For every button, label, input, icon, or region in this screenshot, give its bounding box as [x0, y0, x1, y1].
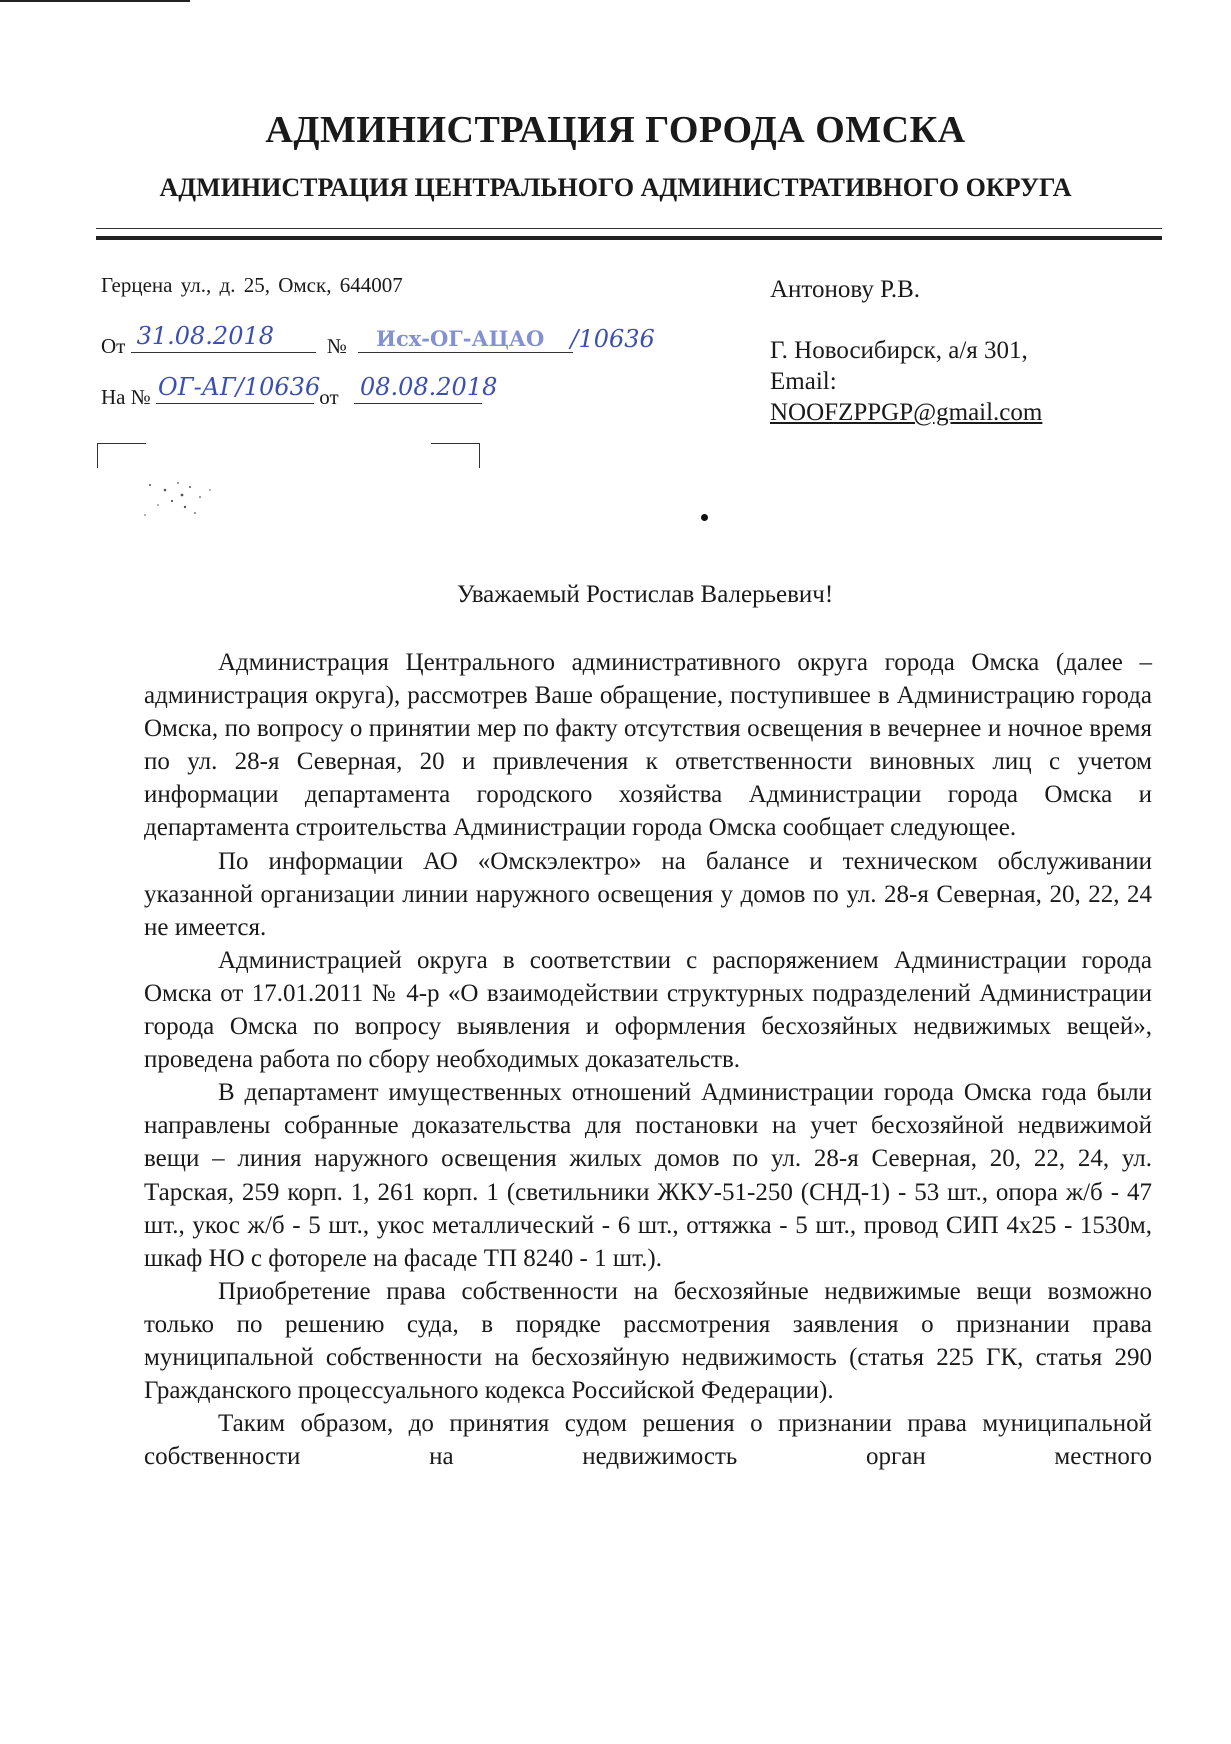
outgoing-number-field	[358, 326, 573, 353]
recipient-email-label: Email:	[770, 368, 837, 395]
outgoing-number-stamp: Исх-ОГ-АЦАО	[376, 326, 545, 351]
address-window-corner-left	[97, 443, 146, 468]
from-date-handwritten: 31.08.2018	[136, 322, 275, 350]
stray-dot	[701, 514, 708, 521]
recipient-block	[770, 274, 1042, 428]
incoming-ref-row	[101, 373, 498, 410]
number-label: №	[326, 334, 347, 358]
body-paragraph: Администрация Центрального административного округа города Омска (далее – администрация округа), рассмотрев Ваше обращение, поступившее в Администрацию города Омска, по вопросу о принятии мер по факту отсутствия освещения в вечернее и ночное время по ул. 28-я Северная, 20 и привлечения к ответственности виновных лиц с учетом информации департамента городского хозяйства Администрации города Омска и департамента строительства Администрации города Омска сообщает следующее.	[144, 649, 1152, 842]
sender-address: Герцена ул., д. 25, Омск, 644007	[101, 273, 403, 297]
on-number-label: На №	[101, 385, 151, 409]
letter-body	[144, 646, 1152, 1473]
on-from-label: от	[319, 385, 339, 409]
recipient-email-link[interactable]: NOOFZPPGP@gmail.com	[770, 399, 1043, 426]
recipient-name: Антонову Р.В.	[770, 276, 921, 303]
from-date-field	[131, 322, 316, 353]
from-label: От	[101, 334, 126, 358]
body-paragraph: Администрацией округа в соответствии с распоряжением Администрации города Омска от 17.01.2011 № 4-р «О взаимодействии структурных подразделений Администрации города Омска по вопросу выявления и оформления бесхозяйных недвижимых вещей», проведена работа по сбору необходимых доказательств.	[144, 946, 1152, 1074]
body-paragraph: Приобретение права собственности на бесхозяйные недвижимые вещи возможно только по решению суда, в порядке рассмотрения заявления о признании права муниципальной собственности на бесхозяйную недвижимость (статья 225 ГК, статья 290 Гражданского процессуального кодекса Российской Федерации).	[144, 1277, 1152, 1405]
on-number-field	[156, 373, 321, 404]
outgoing-number-handwritten: /10636	[570, 325, 655, 353]
scan-edge-mark	[0, 0, 190, 2]
on-date-field	[354, 373, 498, 404]
header-rule-thick	[96, 236, 1162, 240]
outgoing-ref-row	[101, 322, 663, 359]
org-title: АДМИНИСТРАЦИЯ ГОРОДА ОМСКА	[265, 109, 966, 151]
body-paragraph: Таким образом, до принятия судом решения о признании права муниципальной собственности на недвижимость орган местного	[144, 1410, 1152, 1471]
address-window-corner-right	[431, 443, 480, 468]
scan-noise-speckle	[130, 475, 240, 525]
salutation: Уважаемый Ростислав Валерьевич!	[456, 581, 834, 608]
body-paragraph: В департамент имущественных отношений Администрации города Омска года были направлены собранные доказательства для постановки на учет бесхозяйной недвижимой вещи – линия наружного освещения жилых домов по ул. 28-я Северная, 20, 22, 24, ул. Тарская, 259 корп. 1, 261 корп. 1 (светильники ЖКУ-51-250 (СНД-1) - 53 шт., опора ж/б - 47 шт., укос ж/б - 5 шт., укос металлический - 6 шт., оттяжка - 5 шт., провод СИП 4х25 - 1530м, шкаф НО с фотореле на фасаде ТП 8240 - 1 шт.).	[144, 1079, 1152, 1272]
recipient-address: Г. Новосибирск, а/я 301,	[770, 337, 1028, 364]
body-paragraph: По информации АО «Омскэлектро» на балансе и техническом обслуживании указанной организации линии наружного освещения у домов по ул. 28-я Северная, 20, 22, 24 не имеется.	[144, 847, 1152, 941]
header-rule-thin	[96, 228, 1162, 229]
suborg-title: АДМИНИСТРАЦИЯ ЦЕНТРАЛЬНОГО АДМИНИСТРАТИВНОГО ОКРУГА	[159, 173, 1072, 202]
on-date-handwritten: 08.08.2018	[359, 373, 498, 401]
on-number-handwritten: ОГ-АГ/10636	[158, 373, 321, 401]
